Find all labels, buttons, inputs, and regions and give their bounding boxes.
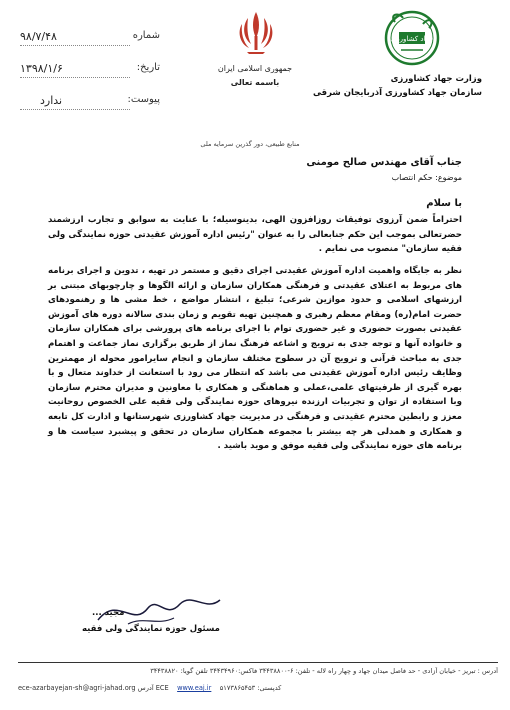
ministry-name: وزارت جهاد کشاورزی — [390, 74, 482, 84]
number-row — [20, 30, 160, 48]
organization-name: سازمان جهاد کشاورزی آذربایجان شرقی — [312, 88, 482, 98]
attachment-label: پیوست: — [127, 94, 160, 105]
footer-ece-label: آدرس ECE — [137, 684, 169, 692]
signatory-name: مجید ... — [92, 608, 125, 618]
date-dotted-line — [20, 77, 130, 78]
center-title-line1: جمهوری اسلامی ایران — [217, 64, 293, 73]
logo-text: جهاد کشاورزی — [390, 35, 434, 43]
footer-postcode: کدپستی: ۵۱۷۳۸۶۵۴۵۳ — [219, 684, 282, 692]
number-dotted-line — [20, 45, 130, 46]
date-label: تاریخ: — [136, 62, 160, 73]
recipient: جناب آقای مهندس صالح مومنی — [306, 157, 462, 168]
attachment-value: ندارد — [40, 94, 63, 107]
slogan-note: منابع طبیعی، دور گذرین سرمایه ملی — [200, 140, 300, 148]
footer-divider — [18, 662, 498, 663]
center-title-line2: باسمه تعالی — [230, 78, 280, 87]
footer-address: آدرس : تبریز - خیابان آزادی - حد فاصل میدان جهاد و چهار راه لاله - تلفن: ۶-۳۴۴۳۸۸۰۰ فاکس:۳۴۴۳۴۹۶۰ تلفن گویا: ۳۴۴۳۸۸۲۰ — [150, 667, 498, 675]
paragraph-1: احتراماً ضمن آرزوی توفیقات روزافزون الهی، بدینوسیله؛ با عنایت به سوابق و تجارب ارزشمند حضرتعالی بموجب این حکم جنابعالی را به عنوان "رئیس اداره آموزش عقیدتی حوزه نمایندگی ولی فقیه سازمان" منصوب می نمایم . — [48, 215, 462, 255]
footer-email[interactable]: ece-azarbayejan-sh@agri-jahad.org — [18, 684, 136, 692]
letter-date: ۱۳۹۸/۱/۶ — [20, 62, 63, 75]
greeting: با سلام — [426, 198, 462, 209]
date-row — [20, 62, 160, 80]
footer-contact — [18, 684, 498, 692]
letter-number: ۹۸/۷/۴۸ — [20, 30, 57, 43]
iran-emblem-icon — [235, 8, 277, 56]
attachment-dotted-line — [20, 109, 130, 110]
jahad-keshavarzi-logo — [383, 10, 441, 66]
footer-website-link[interactable]: www.eaj.ir — [177, 684, 212, 692]
attachment-row — [20, 94, 160, 112]
number-label: شماره — [132, 30, 160, 41]
paragraph-2: نظر به جایگاه واهمیت اداره آموزش عقیدتی اجرای دقیق و مستمر در تهیه ، تدوین و اجرای برنامه های مربوط به اعتلای عقیدتی و فرهنگی همکاران سازمان و ارائه الگوها و چارچوبهای مبتنی بر ارزشهای اسلامی و حدود موازین شرعی؛ تبلیغ ، انتشار مواضع ، خط مشی ها و رهنمودهای حضرت امام(ره) ومقام معظم رهبری و همچنین تهیه تقویم و زمان بندی سالانه دوره های آموزش عقیدتی بصورت حضوری و غیر حضوری توام با اجرای برنامه های پرورشی برای همکاران سازمان و خانواده آنها و توجه جدی به ترویج و اشاعه فرهنگ نماز از طریق برگزاری نماز جماعت و اهتمام جدی به مباحث قرآنی و ترویج آن در سطوح مختلف سازمان و انجام سایرامور محوله از مهمترین وظایف رئیس اداره آموزش عقیدتی می باشد که انتظار می رود با استعانت از خداوند متعال و با بهره گیری از ظرفیتهای علمی،عملی و هماهنگی و همکاری با معاونین و مدیران محترم سازمان وبا استفاده از توان و تجربیات ارزنده نیروهای حوزه نمایندگی ولی فقیه علی الخصوص روحانیت معزز و رابطین محترم عقیدتی و فرهنگی در مدیریت جهاد کشاورزی شهرستانها و ادارت کل تابعه و همکاری و همدلی هر چه بیشتر با مجموعه همکاران سازمان در تحقق و پیشبرد سیاست ها و برنامه های حوزه نمایندگی ولی فقیه موفق و موید باشید . — [48, 266, 462, 452]
signatory-title: مسئول حوزه نمایندگی ولی فقیه — [82, 624, 220, 634]
subject: موضوع: حکم انتصاب — [391, 173, 462, 182]
